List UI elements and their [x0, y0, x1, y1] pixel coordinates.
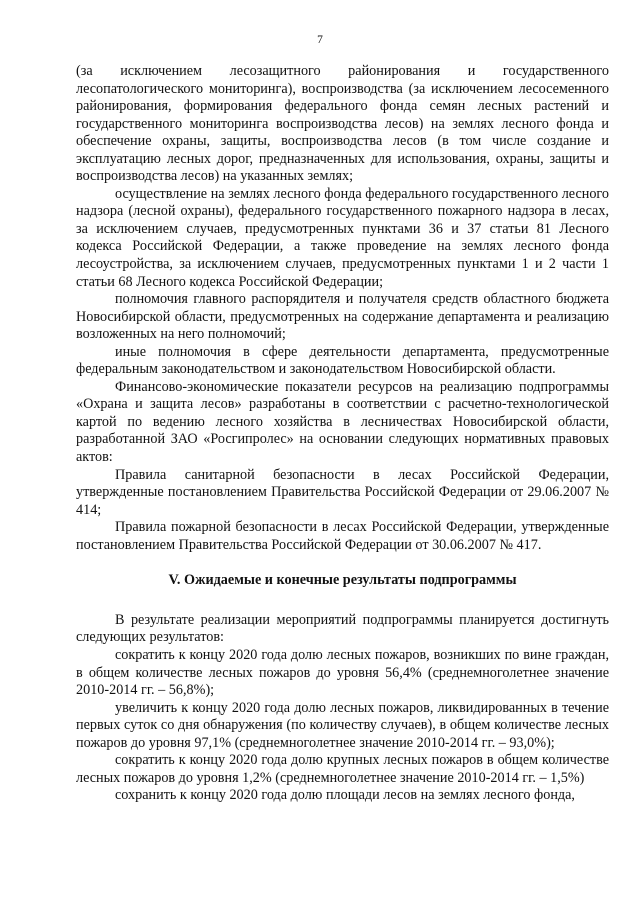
paragraph: Финансово-экономические показатели ресурсов на реализацию подпрограммы «Охрана и защита лесов» разработаны в соответствии с расчетно-технологической картой по ведению лесного хозяйства в лесничествах Новосибирской области, разработанной ЗАО «Росгипролес» на основании следующих нормативных правовых актов:: [76, 378, 609, 466]
paragraph-continuation: (за исключением лесозащитного районирования и государственного лесопатологического мониторинга), воспроизводства (за исключением лесосеменного районирования, формирования федерального фонда семян лесных растений и государственного мониторинга воспроизводства лесов) на землях лесного фонда и обеспечение охраны, защиты, воспроизводства лесов (в том числе создание и эксплуатацию лесных дорог, предназначенных для использования, охраны, защиты и воспроизводства лесов) на указанных землях;: [76, 63, 609, 185]
paragraph: Правила пожарной безопасности в лесах Российской Федерации, утвержденные постановлением Правительства Российской Федерации от 30.06.2007 № 417.: [76, 519, 609, 553]
paragraph: В результате реализации мероприятий подпрограммы планируется достигнуть следующих результатов:: [76, 611, 609, 646]
paragraph: сократить к концу 2020 года долю лесных пожаров, возникших по вине граждан, в общем количестве лесных пожаров до уровня 56,4% (среднемноголетнее значение 2010-2014 гг. – 56,8%);: [76, 646, 609, 699]
paragraph: сохранить к концу 2020 года долю площади лесов на землях лесного фонда,: [115, 787, 575, 804]
paragraph: осуществление на землях лесного фонда федерального государственного лесного надзора (лесной охраны), федерального государственного пожарного надзора в лесах, за исключением случаев, предусмотренных пунктами 36 и 37 статьи 81 Лесного кодекса Российской Федерации, а также проведение на землях лесного фонда лесоустройства, за исключением случаев, предусмотренных пунктами 1 и 2 части 1 статьи 68 Лесного кодекса Российской Федерации;: [76, 185, 609, 290]
paragraph: иные полномочия в сфере деятельности департамента, предусмотренные федеральным законодательством и законодательством Новосибирской области.: [76, 343, 609, 378]
paragraph: сократить к концу 2020 года долю крупных лесных пожаров в общем количестве лесных пожаров до уровня 1,2% (среднемноголетнее значение 2010-2014 гг. – 1,5%): [76, 752, 609, 786]
paragraph: Правила санитарной безопасности в лесах Российской Федерации, утвержденные постановлением Правительства Российской Федерации от 29.06.2007 № 414;: [76, 466, 609, 518]
paragraph: увеличить к концу 2020 года долю лесных пожаров, ликвидированных в течение первых суток со дня обнаружения (по количеству случаев), в общем количестве лесных пожаров до уровня 97,1% (среднемноголетнее значение 2010-2014 гг. – 93,0%);: [76, 699, 609, 751]
section-heading: V. Ожидаемые и конечные результаты подпрограммы: [168, 572, 517, 589]
paragraph: полномочия главного распорядителя и получателя средств областного бюджета Новосибирской области, предусмотренных на содержание департамента и реализацию возложенных на него полномочий;: [76, 291, 609, 343]
page-number: 7: [317, 34, 323, 46]
document-body: [76, 63, 609, 805]
